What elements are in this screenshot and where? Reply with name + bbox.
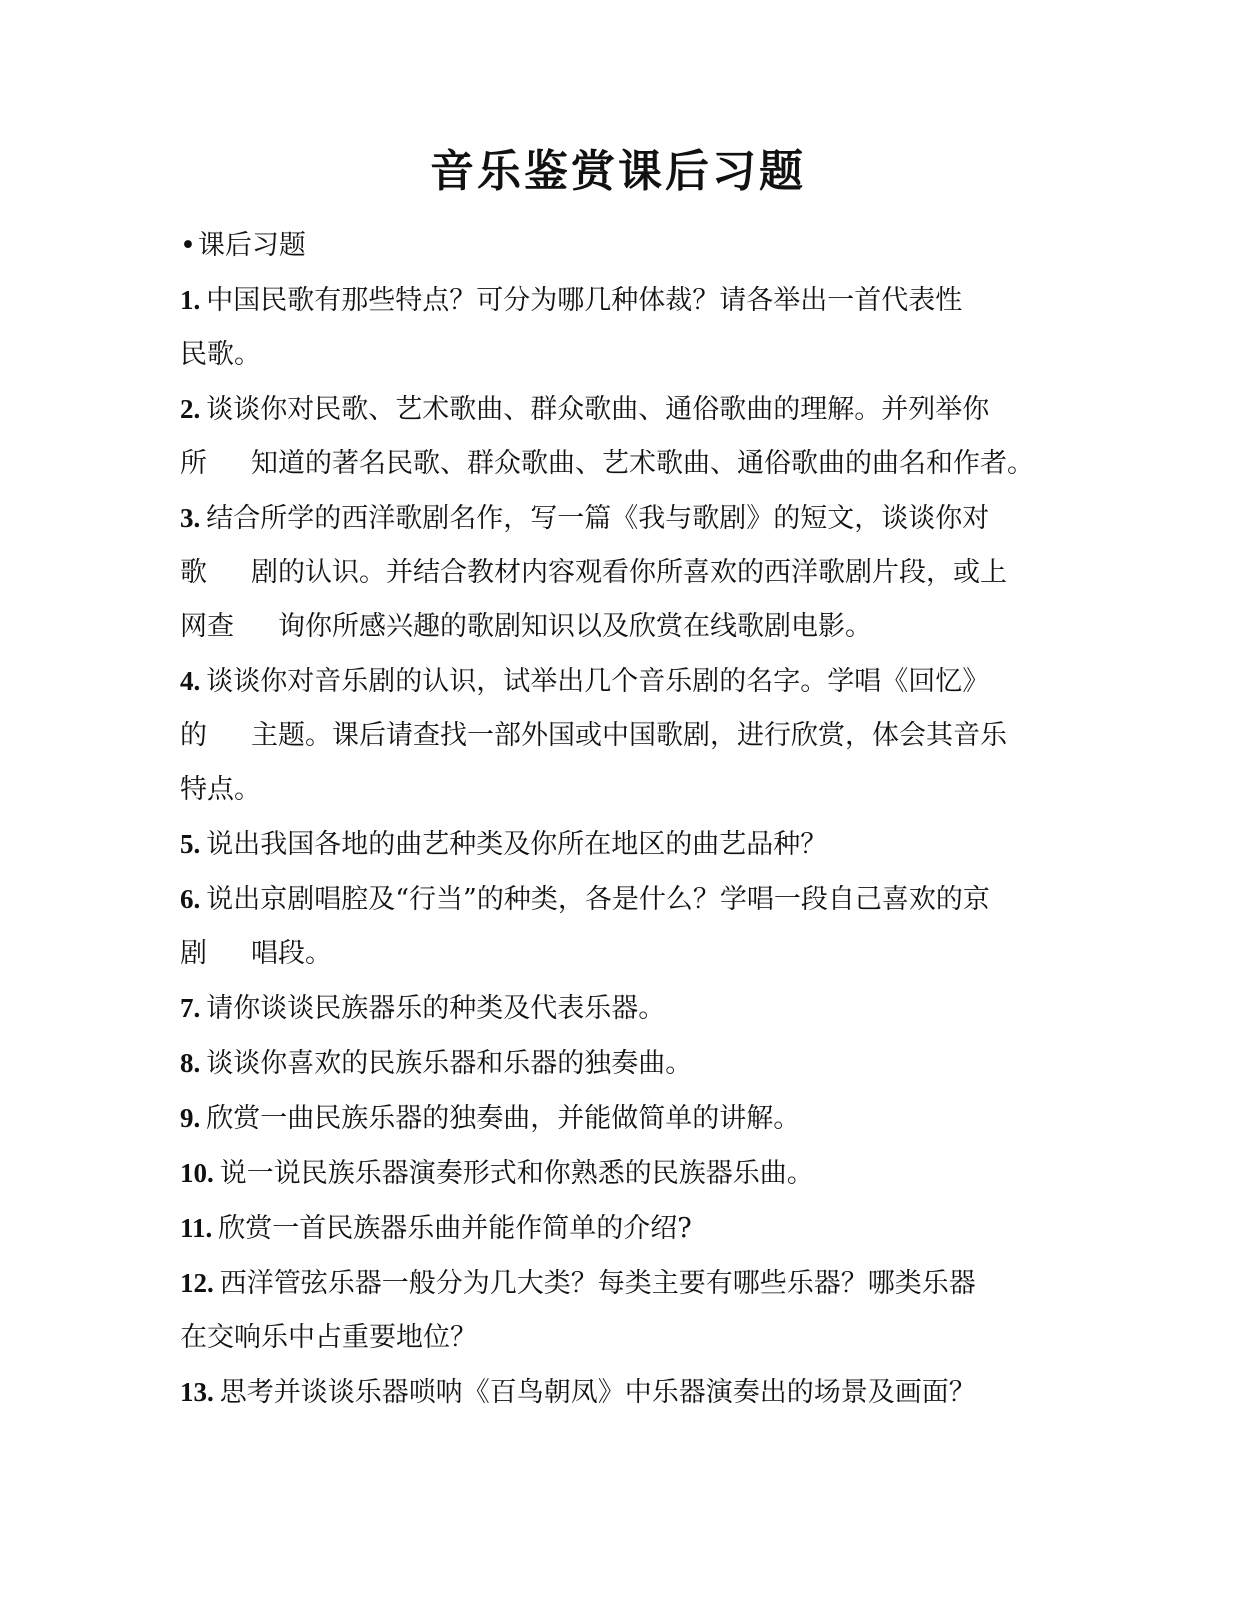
question-text: 主题。课后请查找一部外国或中国歌剧，进行欣赏，体会其音乐	[251, 720, 1007, 751]
question-12	[180, 1256, 1060, 1365]
bullet-icon: •	[180, 230, 196, 261]
question-number: 9.	[180, 1103, 201, 1133]
question-text: 网查	[180, 611, 234, 642]
question-10	[180, 1146, 1060, 1201]
question-text: 说一说民族乐器演奏形式和你熟悉的民族器乐曲。	[219, 1158, 814, 1189]
section-label: 课后习题	[197, 230, 306, 261]
question-text: 询你所感兴趣的歌剧知识以及欣赏在线歌剧电影。	[278, 611, 872, 642]
question-number: 12.	[180, 1268, 214, 1298]
question-3	[180, 491, 1060, 654]
question-text: 欣赏一曲民族乐器的独奏曲，并能做简单的讲解。	[206, 1103, 801, 1134]
question-text: 说出我国各地的曲艺种类及你所在地区的曲艺品种？	[206, 829, 828, 860]
section-heading	[180, 219, 1060, 273]
question-text: 唱段。	[251, 938, 332, 969]
question-text: 民歌。	[180, 339, 261, 370]
question-text: 中国民歌有那些特点？可分为哪几种体裁？请各举出一首代表性	[206, 285, 963, 316]
question-number: 4.	[180, 666, 201, 696]
question-8	[180, 1036, 1060, 1091]
question-6	[180, 872, 1060, 981]
question-number: 7.	[180, 993, 201, 1023]
question-text: 的	[180, 720, 207, 751]
question-text: 请你谈谈民族器乐的种类及代表乐器。	[206, 993, 666, 1024]
question-text: 所	[180, 448, 207, 479]
question-7	[180, 981, 1060, 1036]
question-number: 3.	[180, 503, 201, 533]
question-text: 谈谈你对民歌、艺术歌曲、群众歌曲、通俗歌曲的理解。并列举你	[206, 394, 990, 425]
question-5	[180, 817, 1060, 872]
question-text: 知道的著名民歌、群众歌曲、艺术歌曲、通俗歌曲的曲名和作者。	[251, 448, 1034, 479]
question-1	[180, 273, 1060, 382]
question-text: 剧的认识。并结合教材内容观看你所喜欢的西洋歌剧片段，或上	[251, 557, 1007, 588]
question-text: 歌	[180, 557, 207, 588]
question-number: 2.	[180, 394, 201, 424]
question-number: 6.	[180, 884, 201, 914]
question-text: 欣赏一首民族器乐曲并能作简单的介绍?	[218, 1213, 692, 1244]
question-text: 西洋管弦乐器一般分为几大类？每类主要有哪些乐器？哪类乐器	[219, 1268, 976, 1299]
question-2	[180, 382, 1060, 491]
question-text: 特点。	[180, 774, 261, 805]
question-text: 剧	[180, 938, 207, 969]
question-text: 在交响乐中占重要地位？	[180, 1322, 477, 1353]
question-4	[180, 654, 1060, 817]
question-number: 11.	[180, 1213, 213, 1243]
question-number: 5.	[180, 829, 201, 859]
question-text: 结合所学的西洋歌剧名作，写一篇《我与歌剧》的短文，谈谈你对	[206, 503, 990, 534]
question-11	[180, 1201, 1060, 1256]
question-text: 思考并谈谈乐器唢呐《百鸟朝凤》中乐器演奏出的场景及画面？	[219, 1377, 976, 1408]
question-text: 谈谈你对音乐剧的认识，试举出几个音乐剧的名字。学唱《回忆》	[206, 666, 990, 697]
question-number: 10.	[180, 1158, 214, 1188]
question-text: 说出京剧唱腔及“行当”的种类，各是什么？学唱一段自己喜欢的京	[206, 884, 990, 915]
question-13	[180, 1365, 1060, 1420]
question-number: 13.	[180, 1377, 214, 1407]
page-title: 音乐鉴赏课后习题	[430, 146, 806, 197]
question-number: 8.	[180, 1048, 201, 1078]
content-body	[180, 219, 1060, 1420]
question-9	[180, 1091, 1060, 1146]
question-number: 1.	[180, 285, 201, 315]
question-text: 谈谈你喜欢的民族乐器和乐器的独奏曲。	[206, 1048, 693, 1079]
